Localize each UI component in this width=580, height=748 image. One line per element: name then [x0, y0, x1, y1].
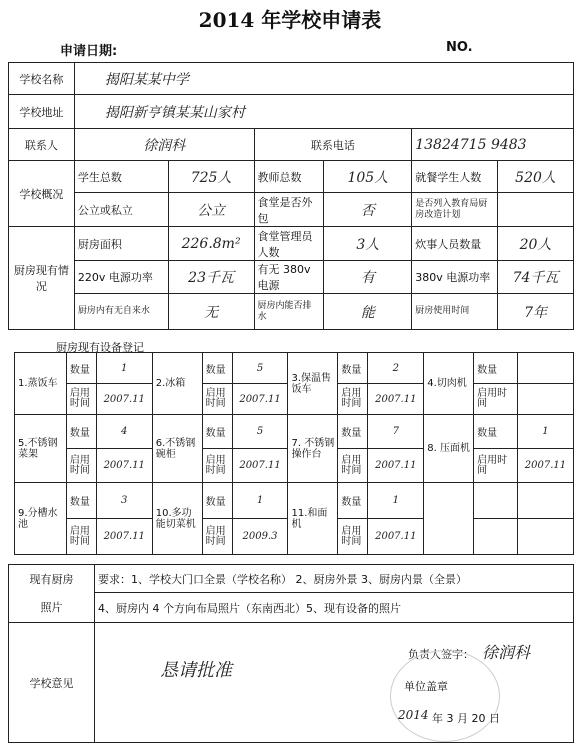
school-name-label: 学校名称 [9, 63, 75, 95]
managers-label: 食堂管理员人数 [254, 227, 324, 261]
equipment-time-value [517, 384, 573, 415]
equipment-name: 1.蒸饭车 [15, 353, 67, 415]
equipment-time-value: 2007.11 [368, 519, 424, 555]
info-table [8, 62, 574, 330]
phone-label: 联系电话 [254, 129, 412, 161]
equipment-qty-value: 3 [96, 483, 152, 519]
equipment-time-label: 启用时间 [338, 519, 368, 555]
teachers-value: 105人 [324, 161, 412, 193]
equipment-time-label: 启用时间 [474, 449, 518, 483]
plan-value [498, 193, 574, 227]
equipment-name: 3.保温售饭车 [288, 353, 338, 415]
equipment-time-value: 2007.11 [232, 384, 288, 415]
equipment-qty-value: 1 [517, 415, 573, 449]
diners-value: 520人 [498, 161, 574, 193]
equipment-time-label: 启用时间 [66, 384, 96, 415]
equipment-name: 2.冰箱 [152, 353, 202, 415]
equipment-qty-value [517, 483, 573, 519]
equipment-name: 11.和面机 [288, 483, 338, 555]
equipment-qty-label [474, 483, 518, 519]
drain-label: 厨房内能否排水 [254, 294, 324, 330]
seal-stamp [390, 650, 500, 742]
teachers-label: 教师总数 [254, 161, 324, 193]
photos-label-2: 照片 [9, 593, 95, 623]
equipment-time-value: 2007.11 [517, 449, 573, 483]
equipment-time-value: 2007.11 [232, 449, 288, 483]
equipment-qty-label: 数量 [474, 353, 518, 384]
equipment-table [14, 352, 574, 555]
no-label: NO. [446, 40, 473, 55]
equipment-time-label: 启用时间 [202, 519, 232, 555]
equipment-name: 9.分槽水池 [15, 483, 67, 555]
equipment-time-value: 2007.11 [96, 449, 152, 483]
contact-label: 联系人 [9, 129, 75, 161]
equipment-qty-value: 1 [232, 483, 288, 519]
equipment-qty-value: 1 [368, 483, 424, 519]
area-value: 226.8m² [168, 227, 254, 261]
kitchen-label: 厨房现有情况 [9, 227, 75, 330]
address-value: 揭阳新亨镇某某山家村 [74, 95, 573, 129]
opinion-value: 恳请批准 [160, 660, 232, 681]
equipment-time-value: 2007.11 [368, 449, 424, 483]
date-text: 年 3 月 20 日 [432, 712, 500, 725]
photos-label-1: 现有厨房 [9, 565, 95, 593]
equipment-qty-label: 数量 [338, 353, 368, 384]
area-label: 厨房面积 [74, 227, 168, 261]
equipment-qty-label: 数量 [66, 483, 96, 519]
date-label: 申请日期: [60, 44, 118, 59]
phone-value: 13824715 9483 [412, 129, 574, 161]
outsourced-label: 食堂是否外包 [254, 193, 324, 227]
cooks-value: 20人 [498, 227, 574, 261]
equipment-qty-label: 数量 [474, 415, 518, 449]
equipment-qty-value [517, 353, 573, 384]
equipment-time-label [474, 519, 518, 555]
has380-value: 有 [324, 261, 412, 294]
equipment-name [424, 483, 474, 555]
equipment-time-label: 启用时间 [338, 449, 368, 483]
signer-value: 徐润科 [482, 643, 531, 662]
plan-label: 是否列入教育局厨房改造计划 [412, 193, 498, 227]
students-label: 学生总数 [74, 161, 168, 193]
equipment-name: 10.多功能切菜机 [152, 483, 202, 555]
equipment-time-value: 2009.3 [232, 519, 288, 555]
outsourced-value: 否 [324, 193, 412, 227]
equipment-heading: 厨房现有设备登记 [56, 341, 144, 354]
page-title: 2014 年学校申请表 [198, 8, 382, 32]
equipment-qty-value: 1 [96, 353, 152, 384]
equipment-qty-value: 4 [96, 415, 152, 449]
equipment-qty-label: 数量 [338, 415, 368, 449]
drain-value: 能 [324, 294, 412, 330]
opinion-label: 学校意见 [9, 623, 95, 743]
equipment-name: 4.切肉机 [424, 353, 474, 415]
managers-value: 3人 [324, 227, 412, 261]
diners-label: 就餐学生人数 [412, 161, 498, 193]
equipment-time-label: 启用时间 [66, 449, 96, 483]
equipment-time-label: 启用时间 [338, 384, 368, 415]
equipment-time-value: 2007.11 [96, 384, 152, 415]
equipment-time-value: 2007.11 [96, 519, 152, 555]
students-value: 725人 [168, 161, 254, 193]
equipment-name: 7. 不锈钢操作台 [288, 415, 338, 483]
cooks-label: 炊事人员数量 [412, 227, 498, 261]
type-value: 公立 [168, 193, 254, 227]
photos-line-2: 4、厨房内 4 个方向布局照片（东南西北）5、现有设备的照片 [95, 593, 574, 623]
contact-value: 徐润科 [74, 129, 254, 161]
equipment-qty-value: 5 [232, 353, 288, 384]
equipment-qty-value: 5 [232, 415, 288, 449]
equipment-qty-label: 数量 [338, 483, 368, 519]
equipment-qty-label: 数量 [66, 415, 96, 449]
usage-value: 7年 [498, 294, 574, 330]
address-label: 学校地址 [9, 95, 75, 129]
equipment-time-label: 启用时间 [474, 384, 518, 415]
p380-value: 74千瓦 [498, 261, 574, 294]
type-label: 公立或私立 [74, 193, 168, 227]
equipment-name: 8. 压面机 [424, 415, 474, 483]
date-year: 2014 [398, 708, 429, 722]
p220-label: 220v 电源功率 [74, 261, 168, 294]
equipment-time-value [517, 519, 573, 555]
equipment-qty-value: 2 [368, 353, 424, 384]
seal-label: 单位盖章 [404, 680, 448, 693]
equipment-name: 5.不锈钢菜架 [15, 415, 67, 483]
equipment-time-label: 启用时间 [202, 384, 232, 415]
equipment-name: 6.不锈钢碗柜 [152, 415, 202, 483]
equipment-time-label: 启用时间 [202, 449, 232, 483]
photos-line-1: 要求：1、学校大门口全景（学校名称） 2、厨房外景 3、厨房内景（全景） [95, 565, 574, 593]
has380-label: 有无 380v 电源 [254, 261, 324, 294]
equipment-qty-label: 数量 [202, 483, 232, 519]
water-label: 厨房内有无自来水 [74, 294, 168, 330]
equipment-qty-value: 7 [368, 415, 424, 449]
equipment-time-label: 启用时间 [66, 519, 96, 555]
p380-label: 380v 电源功率 [412, 261, 498, 294]
equipment-qty-label: 数量 [202, 415, 232, 449]
overview-label: 学校概况 [9, 161, 75, 227]
signer-label: 负责人签字： [408, 648, 474, 661]
water-value: 无 [168, 294, 254, 330]
equipment-qty-label: 数量 [66, 353, 96, 384]
equipment-time-value: 2007.11 [368, 384, 424, 415]
equipment-qty-label: 数量 [202, 353, 232, 384]
usage-label: 厨房使用时间 [412, 294, 498, 330]
school-name-value: 揭阳某某中学 [74, 63, 573, 95]
p220-value: 23千瓦 [168, 261, 254, 294]
